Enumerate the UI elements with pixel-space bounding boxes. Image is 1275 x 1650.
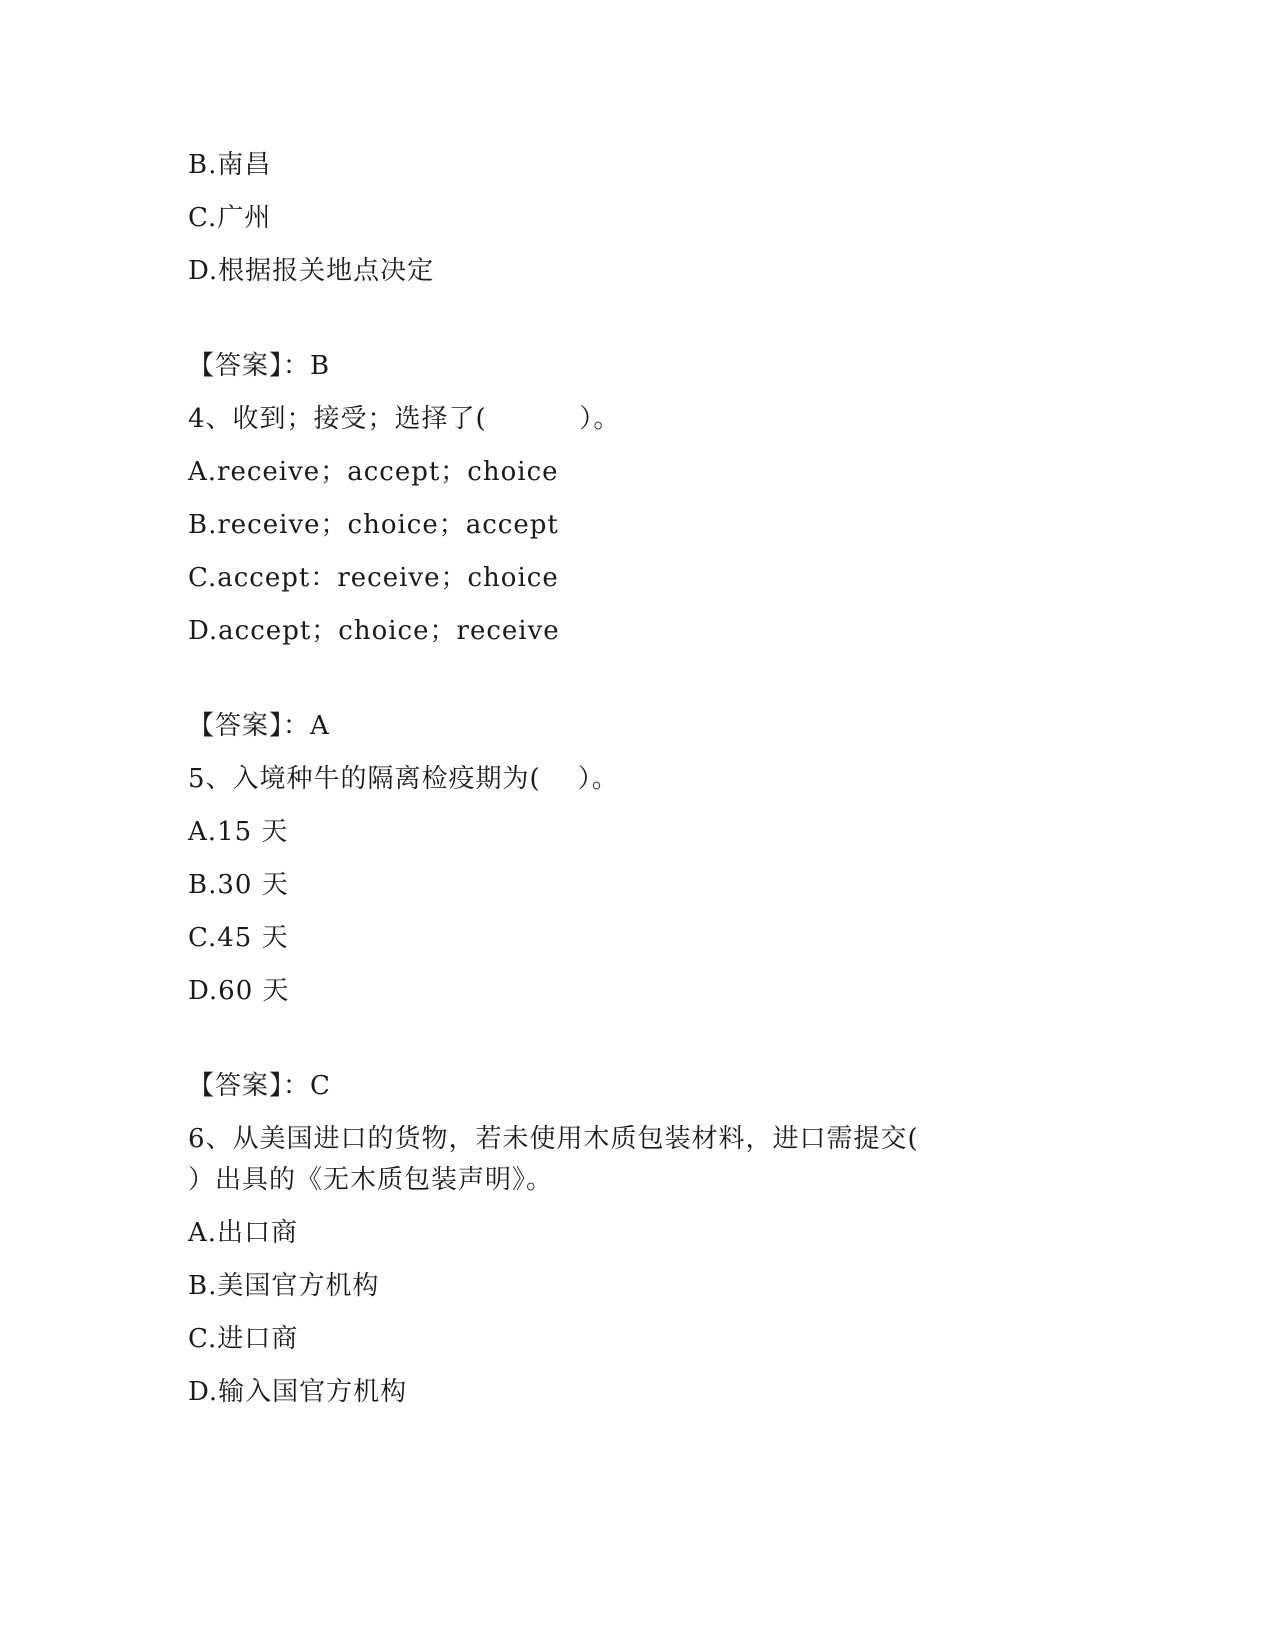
q3-answer: 【答案】：B (188, 351, 331, 381)
q6-stem-line-1: 6、从美国进口的货物，若未使用木质包装材料，进口需提交( (188, 1124, 919, 1154)
q5-option-c: C.45 天 (188, 923, 289, 953)
q4-option-a: A.receive；accept；choice (188, 457, 559, 487)
q4-option-c: C.accept：receive；choice (188, 563, 559, 593)
q6-option-a: A.出口商 (188, 1218, 299, 1248)
q4-answer: 【答案】：A (188, 711, 330, 741)
q5-option-d: D.60 天 (188, 976, 290, 1006)
q3-option-d: D.根据报关地点决定 (188, 256, 435, 286)
q6-option-b: B.美国官方机构 (188, 1271, 380, 1301)
q4-option-b: B.receive；choice；accept (188, 510, 559, 540)
q4-option-d: D.accept；choice；receive (188, 616, 560, 646)
q5-stem: 5、入境种牛的隔离检疫期为( ）。 (188, 764, 619, 794)
q4-stem: 4、收到；接受；选择了( ）。 (188, 404, 621, 434)
q3-option-b: B.南昌 (188, 150, 272, 180)
q3-option-c: C.广州 (188, 203, 272, 233)
q6-option-c: C.进口商 (188, 1324, 299, 1354)
q5-option-b: B.30 天 (188, 870, 289, 900)
q6-option-d: D.输入国官方机构 (188, 1377, 408, 1407)
q5-answer: 【答案】：C (188, 1071, 331, 1101)
q5-option-a: A.15 天 (188, 817, 289, 847)
q6-stem-line-2: ）出具的《无木质包装声明》。 (188, 1165, 554, 1195)
